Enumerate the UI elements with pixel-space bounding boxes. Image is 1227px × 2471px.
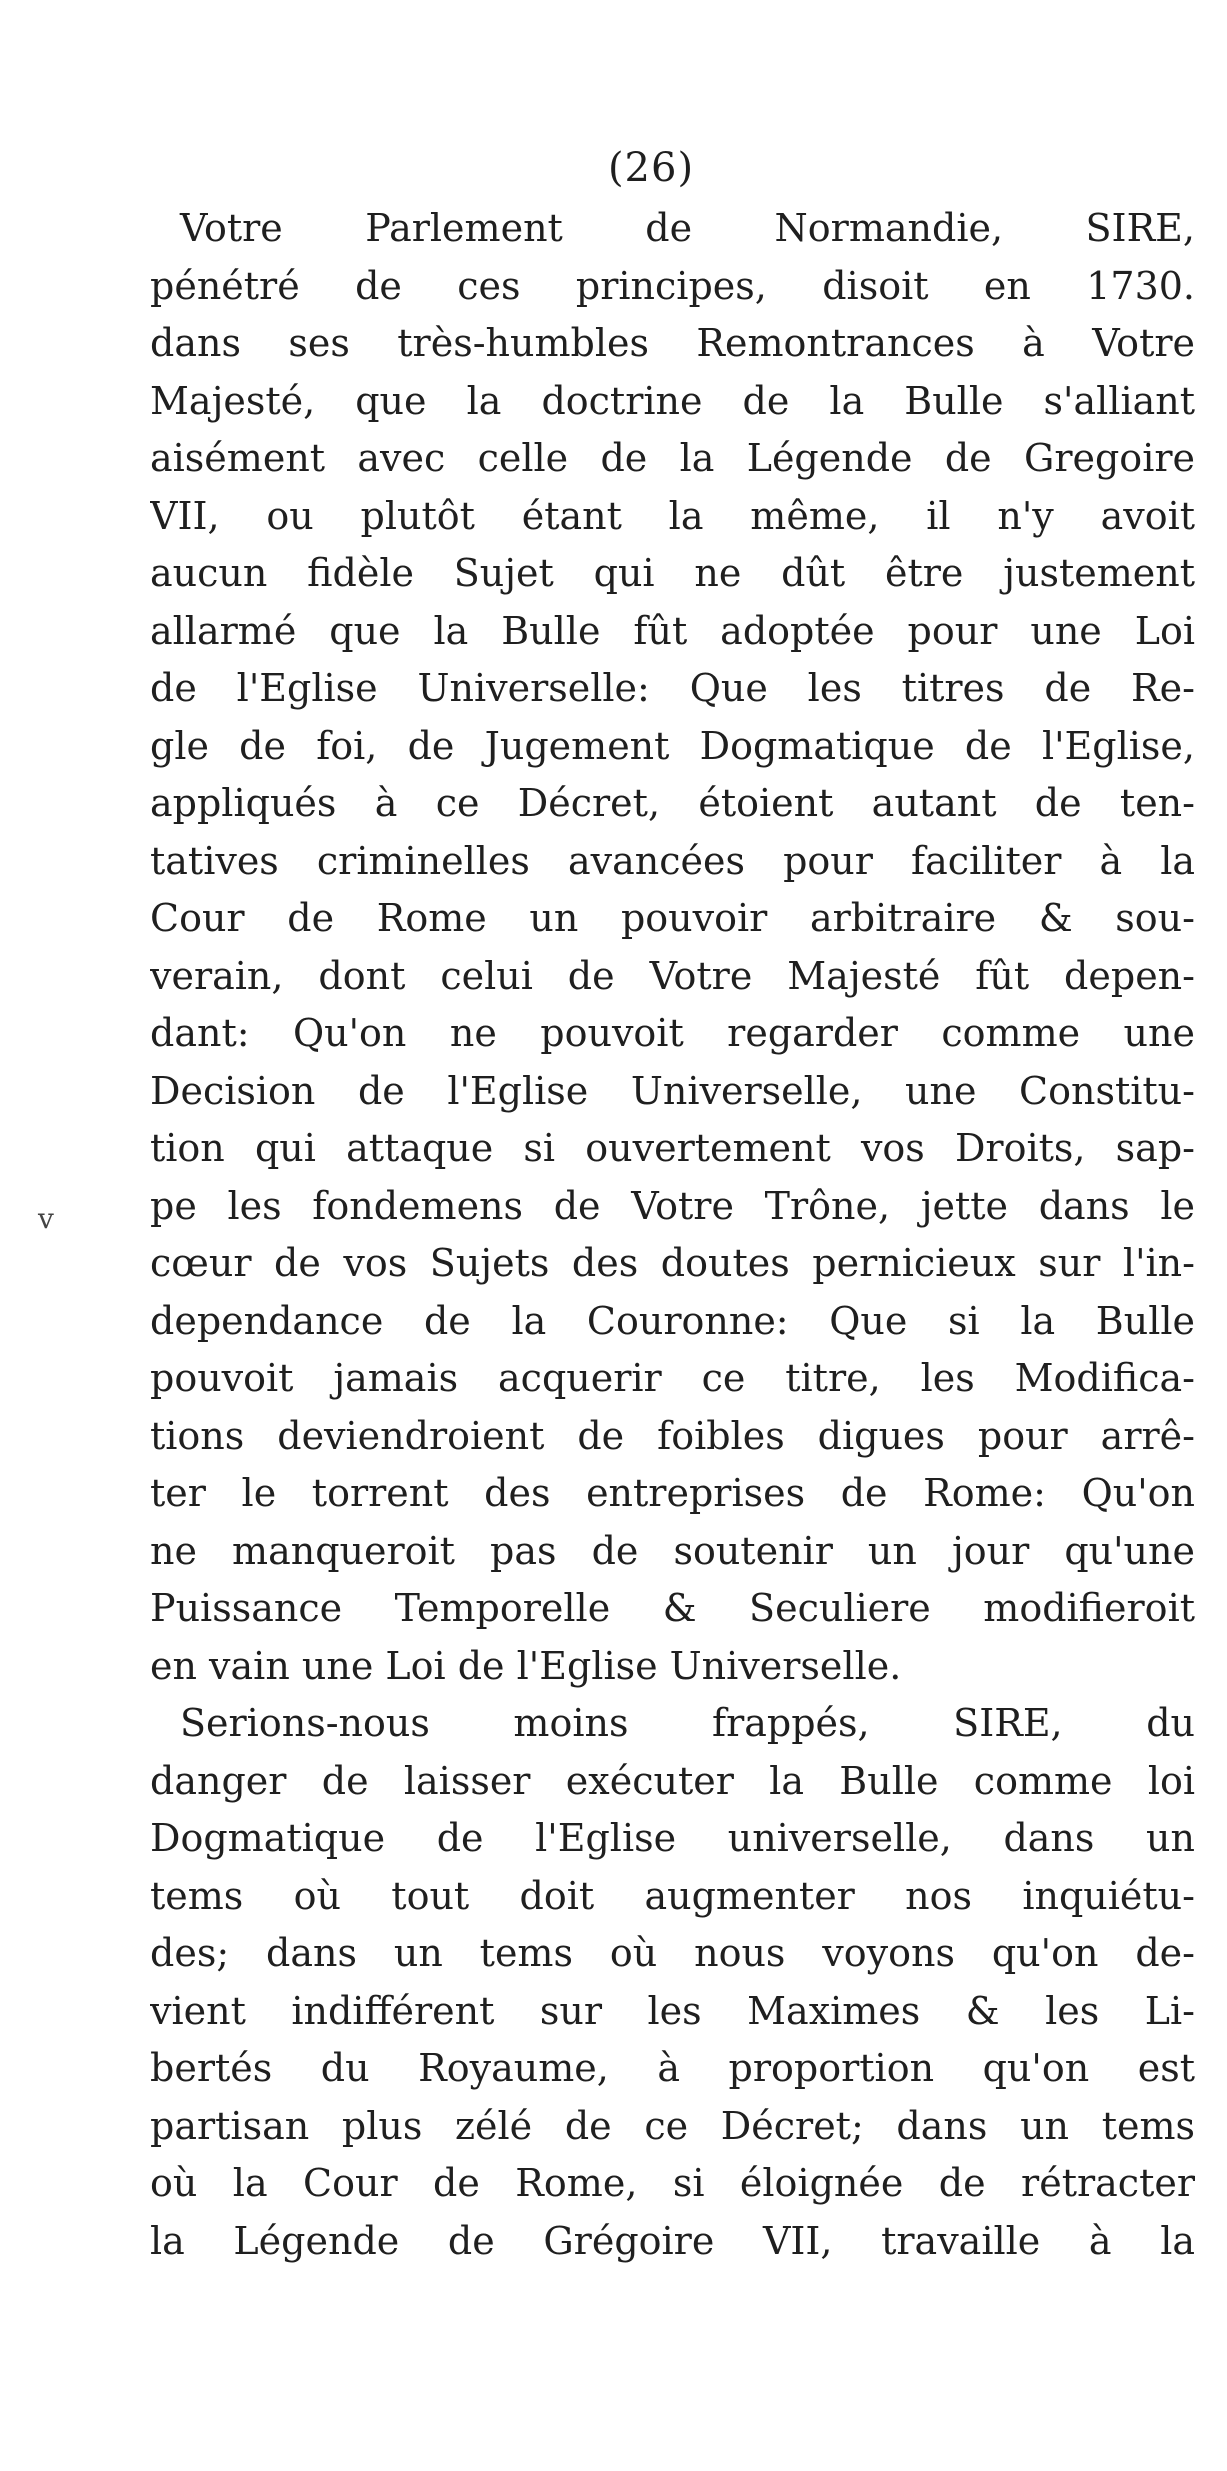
text-line: dependance de la Couronne: Que si la Bulle: [150, 1298, 1195, 1343]
text-line: Puissance Temporelle & Seculiere modifieroit: [150, 1586, 1195, 1630]
text-line: VII, ou plutôt étant la même, il n'y avoit: [150, 493, 1195, 538]
text-line: allarmé que la Bulle fût adoptée pour une Loi: [150, 608, 1195, 653]
text-line: gle de foi, de Jugement Dogmatique de l'Eglise,: [150, 723, 1195, 768]
text-line: des; dans un tems où nous voyons qu'on de-: [150, 1931, 1195, 1975]
text-line: en vain une Loi de l'Eglise Universelle.: [150, 1643, 902, 1688]
text-line: Cour de Rome un pouvoir arbitraire & sou-: [150, 896, 1195, 940]
text-line: Decision de l'Eglise Universelle, une Constitu-: [150, 1068, 1195, 1113]
text-line: appliqués à ce Décret, étoient autant de ten-: [150, 781, 1195, 825]
text-line: verain, dont celui de Votre Majesté fût depen-: [150, 953, 1195, 998]
text-line: partisan plus zélé de ce Décret; dans un tems: [150, 2103, 1195, 2148]
text-line: où la Cour de Rome, si éloignée de rétracter: [150, 2161, 1195, 2205]
margin-mark: v: [38, 1202, 54, 1235]
text-line: pe les fondemens de Votre Trône, jette dans le: [150, 1183, 1195, 1228]
text-line: pouvoit jamais acquerir ce titre, les Modifica-: [150, 1356, 1195, 1400]
page-text: [150, 200, 1195, 2270]
text-line: aisément avec celle de la Légende de Gregoire: [150, 436, 1195, 480]
text-line: cœur de vos Sujets des doutes pernicieux sur l'in-: [150, 1241, 1195, 1285]
text-line: Dogmatique de l'Eglise universelle, dans un: [150, 1816, 1195, 1860]
text-line: bertés du Royaume, à proportion qu'on est: [150, 2046, 1195, 2090]
text-line: vient indifférent sur les Maximes & les Li-: [150, 1988, 1195, 2033]
text-line: la Légende de Grégoire VII, travaille à la: [150, 2218, 1195, 2263]
text-line: tatives criminelles avancées pour faciliter à la: [150, 838, 1195, 883]
text-line: tions deviendroient de foibles digues pour arrê-: [150, 1413, 1195, 1458]
text-line: aucun fidèle Sujet qui ne dût être justement: [150, 551, 1195, 595]
text-line: pénétré de ces principes, disoit en 1730.: [150, 263, 1195, 308]
text-line: de l'Eglise Universelle: Que les titres de Re-: [150, 666, 1195, 710]
text-line: Serions-nous moins frappés, SIRE, du: [180, 1701, 1195, 1745]
text-line: dant: Qu'on ne pouvoit regarder comme une: [150, 1011, 1195, 1055]
text-line: tion qui attaque si ouvertement vos Droits, sap-: [150, 1126, 1195, 1170]
text-line: Votre Parlement de Normandie, SIRE,: [180, 206, 1195, 250]
text-line: ne manqueroit pas de soutenir un jour qu'une: [150, 1528, 1195, 1573]
text-line: Majesté, que la doctrine de la Bulle s'alliant: [150, 378, 1195, 423]
text-line: ter le torrent des entreprises de Rome: Qu'on: [150, 1471, 1195, 1515]
text-line: tems où tout doit augmenter nos inquiétu-: [150, 1873, 1195, 1918]
text-line: dans ses très-humbles Remontrances à Votre: [150, 321, 1195, 365]
text-line: danger de laisser exécuter la Bulle comme loi: [150, 1758, 1195, 1803]
page-number: (26): [607, 145, 695, 191]
